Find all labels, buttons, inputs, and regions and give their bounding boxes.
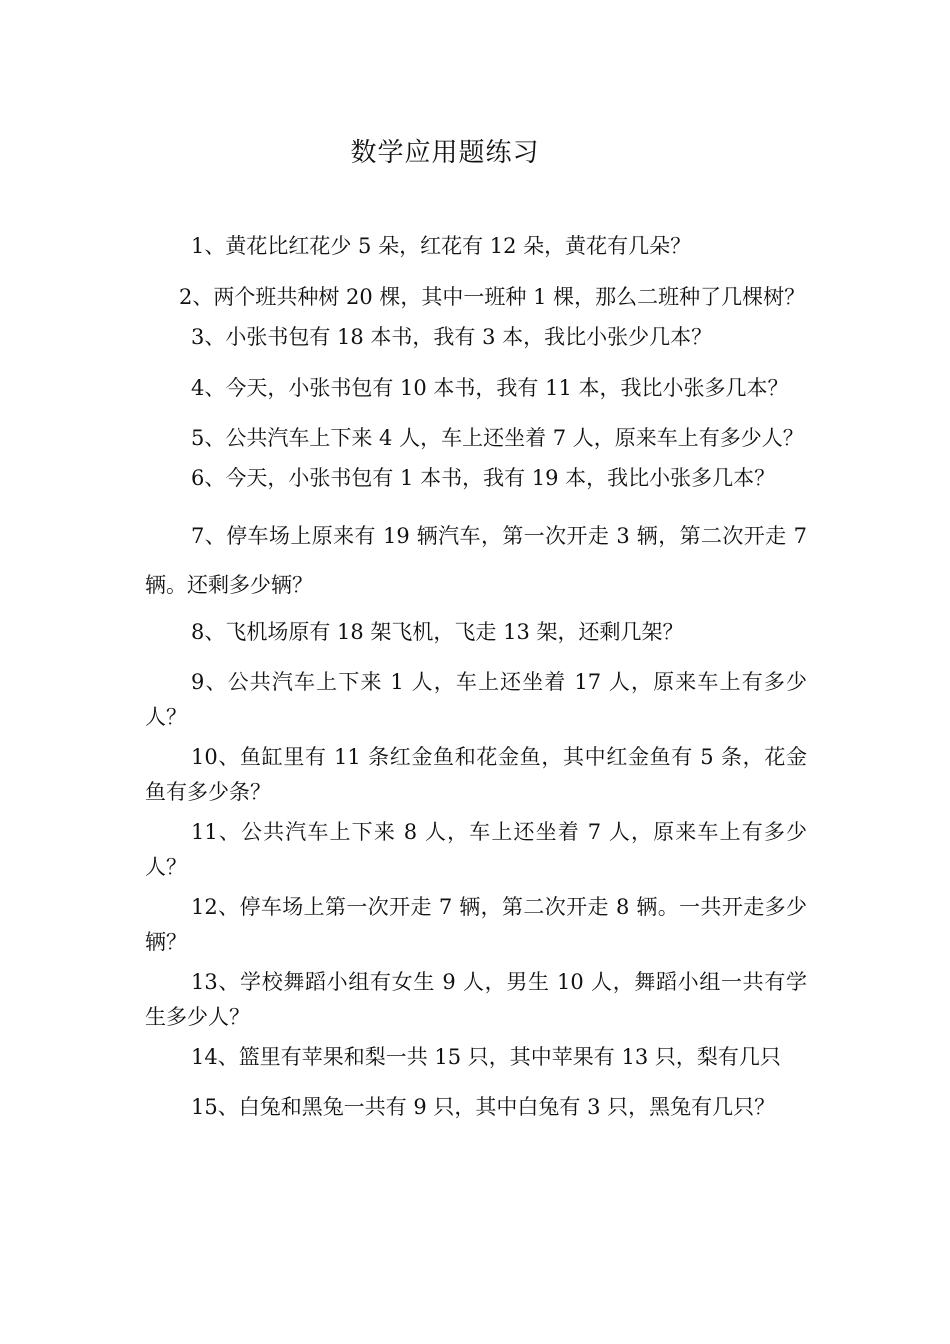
question-item: 5、公共汽车上下来 4 人，车上还坐着 7 人，原来车上有多少人？ (191, 426, 804, 450)
question-item: 11、公共汽车上下来 8 人，车上还坐着 7 人，原来车上有多少人？ (145, 820, 807, 879)
question-item: 12、停车场上第一次开走 7 辆，第二次开走 8 辆。一共开走多少辆？ (145, 895, 807, 954)
question-item: 2、两个班共种树 20 棵，其中一班种 1 棵，那么二班种了几棵树？ (179, 285, 806, 309)
question-item: 13、学校舞蹈小组有女生 9 人，男生 10 人，舞蹈小组一共有学生多少人？ (145, 970, 807, 1029)
question-item: 7、停车场上原来有 19 辆汽车，第一次开走 3 辆，第二次开走 7 辆。还剩多少辆？ (145, 524, 807, 597)
question-item: 9、公共汽车上下来 1 人，车上还坐着 17 人，原来车上有多少人？ (145, 670, 807, 729)
question-item: 15、白兔和黑兔一共有 9 只，其中白兔有 3 只，黑兔有几只？ (191, 1095, 776, 1119)
question-item: 3、小张书包有 18 本书，我有 3 本，我比小张少几本？ (191, 325, 713, 349)
question-item: 14、篮里有苹果和梨一共 15 只，其中苹果有 13 只，梨有几只 (191, 1045, 781, 1069)
question-item: 1、黄花比红花少 5 朵，红花有 12 朵，黄花有几朵？ (191, 234, 692, 258)
page-title: 数学应用题练习 (350, 138, 540, 168)
question-item: 4、今天，小张书包有 10 本书，我有 11 本，我比小张多几本？ (191, 376, 789, 400)
question-list (145, 229, 807, 1125)
question-item: 8、飞机场原有 18 架飞机，飞走 13 架，还剩几架？ (191, 620, 684, 644)
question-item: 10、鱼缸里有 11 条红金鱼和花金鱼，其中红金鱼有 5 条，花金鱼有多少条？ (145, 745, 807, 804)
question-item: 6、今天，小张书包有 1 本书，我有 19 本，我比小张多几本？ (191, 466, 776, 490)
